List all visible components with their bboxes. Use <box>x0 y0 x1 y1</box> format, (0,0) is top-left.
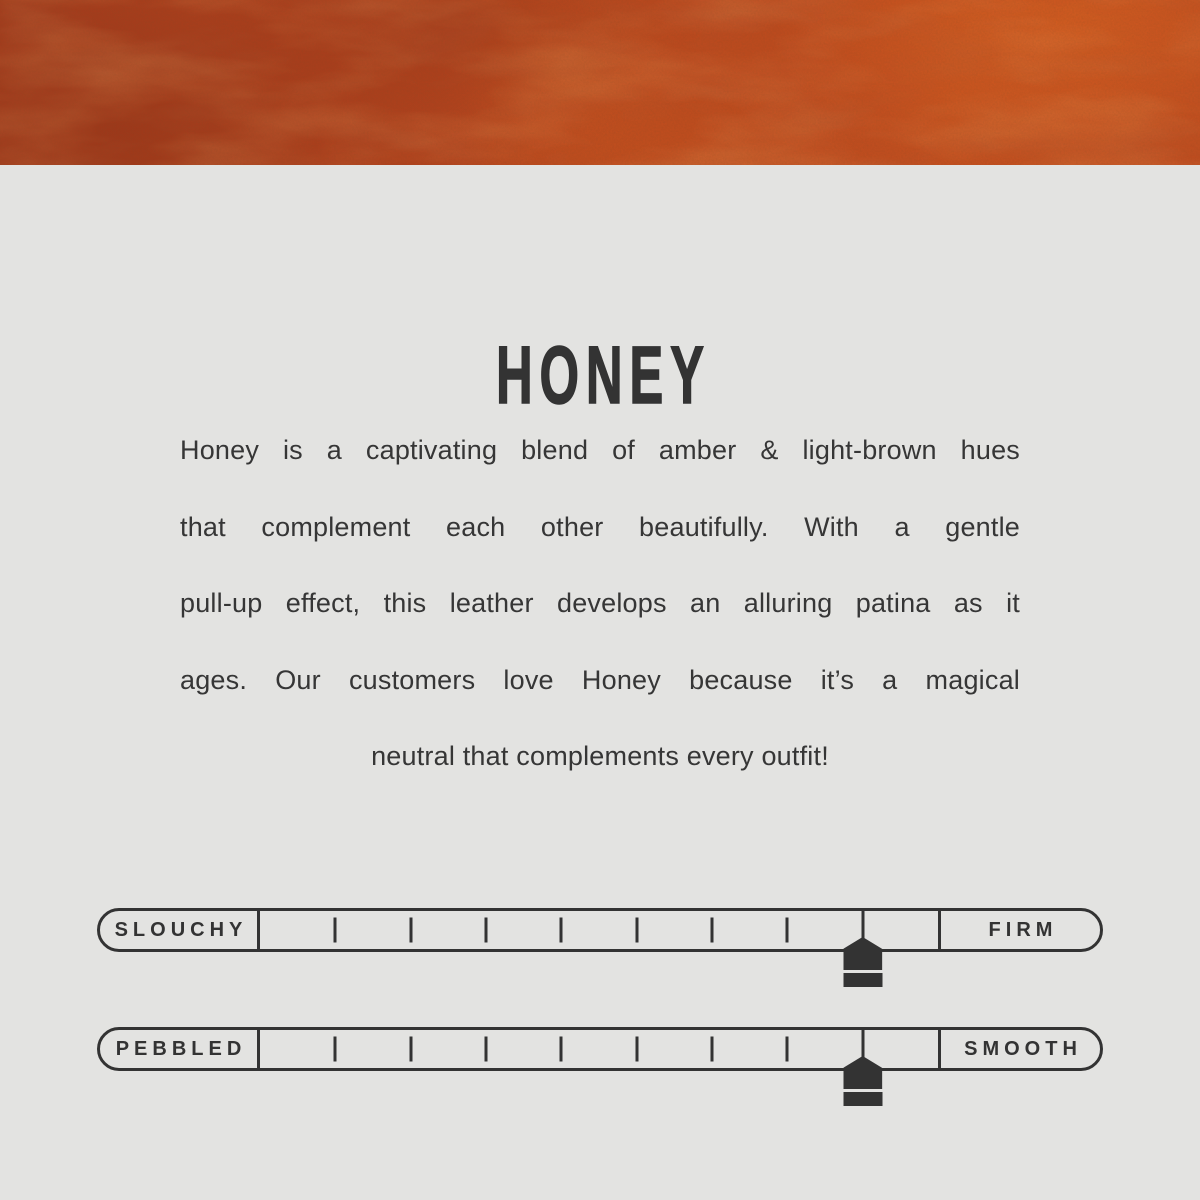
scale-right-label-smooth <box>938 1030 1100 1068</box>
scale-tick <box>409 1037 412 1062</box>
scale-tick <box>635 918 638 943</box>
scale-right-label-firm <box>938 911 1100 949</box>
leather-grain-overlay <box>0 0 1200 165</box>
scale-label-text: SLOUCHY <box>114 918 248 941</box>
scale-left-label-slouchy <box>100 911 260 949</box>
description-line: that complement each other beautifully. With a gentle <box>180 511 1020 542</box>
marker-stem <box>861 908 864 937</box>
scale-tick <box>786 918 789 943</box>
scale-label-text: SMOOTH <box>964 1037 1082 1060</box>
scale-tick <box>334 918 337 943</box>
scale-tick <box>409 918 412 943</box>
marker-arrow-icon <box>843 937 882 970</box>
marker-base <box>843 1092 882 1106</box>
scale-tick <box>711 918 714 943</box>
marker-base <box>843 973 882 987</box>
description-line: neutral that complements every outfit! <box>371 741 829 771</box>
leather-swatch-banner <box>0 0 1200 165</box>
marker-arrow-icon <box>843 1056 882 1089</box>
scale-tick <box>786 1037 789 1062</box>
scale-marker <box>843 1027 882 1106</box>
scale-tick <box>560 918 563 943</box>
scale-tick <box>711 1037 714 1062</box>
firmness-scale <box>97 908 1103 952</box>
scale-tick <box>334 1037 337 1062</box>
scale-left-label-pebbled <box>100 1030 260 1068</box>
scale-label-text: PEBBLED <box>115 1037 247 1060</box>
description-line: Honey is a captivating blend of amber & light-brown hues <box>180 435 1020 465</box>
color-description <box>180 412 1020 795</box>
scale-track <box>260 1030 938 1068</box>
scale-tick <box>485 918 488 943</box>
marker-stem <box>861 1027 864 1056</box>
scale-track <box>260 911 938 949</box>
scale-label-text: FIRM <box>988 918 1058 941</box>
page-title: HONEY <box>495 329 711 421</box>
scale-tick <box>485 1037 488 1062</box>
scale-tick <box>635 1037 638 1062</box>
scale-tick <box>560 1037 563 1062</box>
description-line: ages. Our customers love Honey because it’s a magical <box>180 664 1020 695</box>
texture-scale <box>97 1027 1103 1071</box>
description-line: pull-up effect, this leather develops an alluring patina as it <box>180 588 1020 618</box>
scale-marker <box>843 908 882 987</box>
